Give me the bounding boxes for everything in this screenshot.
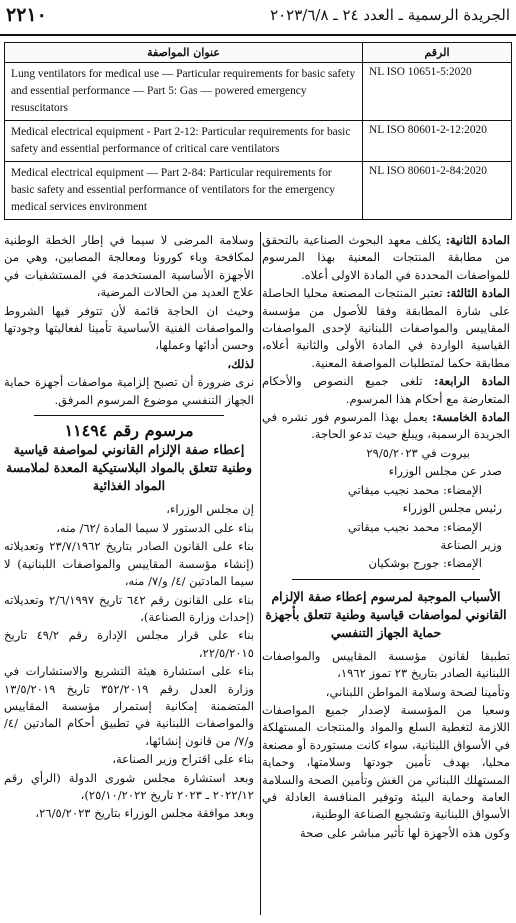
right-column — [262, 232, 510, 915]
reasons-conclusion: نرى ضرورة أن تصبح إلزامية مواصفات أجهزة حماية الجهاز التنفسي موضوع المرسوم المرفق. — [4, 375, 254, 407]
minister-title: وزير الصناعة — [440, 537, 502, 552]
standard-title: Medical electrical equipment — Part 2-84: Particular requirements for basic safety and essential performance of ventilators for the emergency medical services environment — [5, 162, 363, 220]
article-5 — [262, 409, 510, 444]
reasons-continued: وسلامة المرضى لا سيما في إطار الخطة الوطنية لمكافحة وباء كورونا ومعالجة المصابين، وهي من الأجهزة الأساسية المستخدمة في المستشفيات في علاج العديد من الحالات المرضية، — [4, 233, 254, 300]
decree-preamble: بناء على استشارة هيئة التشريع والاستشارات في وزارة العدل رقم ٣٥٢/٢٠١٩ تاريخ ١٣/٥/٢٠١٩ المتضمنة إمكانية إستمرار مؤسسة المقاييس والمواصفات اللبنانية في تطبيق أحكام المادتين /٤/ و/٧/ من قانون إنشائها، — [4, 664, 254, 748]
decree-preamble: بناء على القانون الصادر بتاريخ ٢٣/٧/١٩٦٢ وتعديلاته (إنشاء مؤسسة المقاييس والمواصفات اللبنانية) لا سيما المادتين /٤/ و/٧/ منه، — [4, 539, 254, 589]
standard-title: Medical electrical equipment - Part 2-12: Particular requirements for basic safety and essential performance of critical care ventilators — [5, 121, 363, 162]
column-divider — [260, 232, 261, 915]
decree-number: مرسوم رقم ١١٤٩٤ — [64, 421, 194, 441]
article-2-label: المادة الثانية: — [445, 233, 510, 247]
standard-number: NL ISO 10651-5:2020 — [363, 63, 512, 121]
signature-2: الإمضاء: محمد نجيب ميقاتي — [347, 519, 482, 534]
section-divider — [292, 579, 480, 580]
article-5-text: يعمل بهذا المرسوم فور نشره في الجريدة الرسمية، ويبلغ حيث تدعو الحاجة. — [262, 410, 510, 442]
table-row — [5, 63, 512, 121]
standard-number: NL ISO 80601-2-84:2020 — [363, 162, 512, 220]
journal-title: الجريدة الرسمية ـ العدد ٢٤ ـ ٢٠٢٣/٦/٨ — [270, 6, 510, 24]
article-4 — [262, 373, 510, 408]
section-divider — [34, 415, 224, 416]
therefore-label: لذلك، — [227, 356, 254, 371]
page-header — [0, 0, 516, 36]
decree-preamble: إن مجلس الوزراء، — [166, 502, 254, 517]
column-header-title: عنوان المواصفة — [5, 43, 363, 63]
standard-title: Lung ventilators for medical use — Particular requirements for basic safety and essential performance — Part 5: Gas — powered emergency resuscitators — [5, 63, 363, 121]
standard-number: NL ISO 80601-2-12:2020 — [363, 121, 512, 162]
article-3-label: المادة الثالثة: — [446, 286, 510, 301]
decree-preamble: وبعد موافقة مجلس الوزراء بتاريخ ٢٦/٥/٢٠٢٣، — [35, 806, 254, 821]
article-3-text: تعتبر المنتجات المصنعة محليا الحاصلة على شارة المطابقة وفقا للأصول من مؤسسة المقاييس والمواصفات اللبنانية لإحدى المواصفات القياسية الواردة في المادة الأولى والثانية أعلاه، مطابقة حكما لمتطلبات المواصفة المعنية. — [262, 286, 510, 370]
reasons-paragraph: وكون هذه الأجهزة لها تأثير مباشر على صحة — [299, 825, 510, 840]
left-column — [4, 232, 254, 915]
decree-preamble: بناء على الدستور لا سيما المادة /٦٢/ منه، — [56, 520, 254, 535]
decree-preamble: وبعد استشارة مجلس شورى الدولة (الرأي رقم ٢٠٢٢/١٢ ـ ٢٠٢٣ تاريخ ٢٥/١٠/٢٠٢٢)، — [4, 770, 254, 802]
reasons-paragraph: تطبيقا لقانون مؤسسة المقاييس والمواصفات اللبنانية الصادر بتاريخ ٢٣ تموز ١٩٦٢، — [262, 648, 510, 681]
signature-3: الإمضاء: جورج بوشكيان — [368, 556, 482, 571]
article-4-text: تلغى جميع النصوص والأحكام المتعارضة مع أحكام هذا المرسوم. — [262, 374, 510, 406]
article-4-label: المادة الرابعة: — [434, 374, 510, 389]
reasons-title: الأسباب الموجبة لمرسوم إعطاء صفة الإلزام القانوني لمواصفات قياسية وطنية تتعلق بأجهزة حماية الجهاز التنفسي — [265, 588, 507, 640]
article-2 — [262, 232, 510, 284]
standards-table — [4, 42, 512, 220]
table-row — [5, 162, 512, 220]
signature-1: الإمضاء: محمد نجيب ميقاتي — [347, 482, 482, 497]
pm-title: رئيس مجلس الوزراء — [402, 501, 502, 516]
article-3 — [262, 285, 510, 372]
decree-preamble: بناء على القانون رقم ٦٤٢ تاريخ ٢/٦/١٩٩٧ وتعديلاته (إحداث وزارة الصناعة)، — [4, 592, 254, 624]
column-header-number: الرقم — [363, 43, 512, 63]
decree-title: إعطاء صفة الإلزام القانوني لمواصفة قياسية وطنية تتعلق بالمواد البلاستيكية المعدة لملامسة المواد الغذائية — [5, 442, 253, 494]
decree-preamble: بناء على قرار مجلس الإدارة رقم ٤٩/٢ تاريخ ٢٢/٥/٢٠١٥، — [4, 628, 254, 660]
decree-preamble: بناء على اقتراح وزير الصناعة، — [112, 752, 254, 767]
place-date: بيروت في ٢٩/٥/٢٠٢٣ — [366, 445, 470, 460]
article-5-label: المادة الخامسة: — [432, 410, 510, 425]
table-header-row — [5, 43, 512, 63]
issued-by: صدر عن مجلس الوزراء — [388, 464, 502, 479]
reasons-continued: وحيث ان الحاجة قائمة لأن تتوفر فيها الشروط والمواصفات الفنية الأساسية تأمينا لفعاليتها وجودتها وحسن أدائها وعملها، — [4, 303, 254, 353]
page-number: ٢٢١٠ — [6, 4, 47, 26]
reasons-paragraph: وتأمينا لصحة وسلامة المواطن اللبناني، — [325, 684, 510, 699]
table-row — [5, 121, 512, 162]
article-2-text: يكلف معهد البحوث الصناعية بالتحقق من مطابقة المنتجات المعنية بهذا المرسوم للمواصفات المحددة في المادة الاولى أعلاه. — [262, 233, 510, 282]
reasons-paragraph: وسعيا من المؤسسة لإصدار جميع المواصفات اللازمة لتغطية السلع والمواد والمنتجات المستهلكة في الأسواق اللبنانية، سواء كانت مستوردة أو مصنعة محليا، بهدف تأمين جودتها وسلامتها، وحماية المستهلك اللبناني من الغش وتأمين الصحة والسلامة العامة وحماية البيئة وتوفير المنافسة العادلة في الأسواق اللبنانية وتشجيع الصناعة الوطنية، — [262, 702, 510, 822]
